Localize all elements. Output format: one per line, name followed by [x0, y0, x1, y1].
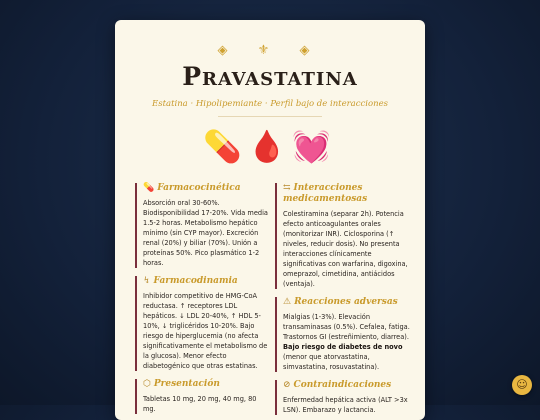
right-column [275, 183, 410, 420]
section-title: 💊 Farmacocinética [143, 183, 241, 193]
section-presentacion [135, 379, 270, 414]
floating-action-button[interactable] [512, 375, 532, 395]
swap-icon: ⇆ [283, 183, 291, 193]
section-title: ⇆ Interacciones medicamentosas [283, 183, 368, 204]
prohibited-icon: ⊘ [283, 380, 291, 390]
section-contraindicaciones [275, 380, 410, 415]
section-text: Mialgias (1-3%). Elevación transaminasas (0.5%). Cefalea, fatiga. Trastornos GI (estreñimiento, diarrea). Bajo riesgo de diabetes de novo (menor que atorvastatina, simvastatina, rosuvastatina). [283, 313, 410, 371]
section-title: ⬡ Presentación [143, 379, 220, 389]
ornament-icons: ◈ ⚜ ◈ [217, 43, 323, 58]
zap-icon: ↯ [143, 276, 151, 286]
section-text: Colestiramina (separar 2h). Potencia efecto anticoagulantes orales (monitorizar INR). Ciclosporina (↑ niveles, reducir dosis). No presenta interacciones clínicamente significativas con warfarina, digoxina, omeprazol, cimetidina, antiácidos (ventaja). [283, 210, 408, 288]
left-column [135, 183, 270, 420]
section-farmacocinetica [135, 183, 270, 268]
box-icon: ⬡ [143, 379, 151, 389]
divider [218, 116, 322, 117]
drug-card [115, 20, 425, 420]
section-title: ⚠ Reacciones adversas [283, 297, 398, 307]
section-title: ⊘ Contraindicaciones [283, 380, 392, 390]
section-text: Absorción oral 30-60%. Biodisponibilidad 17-20%. Vida media 1.5-2 horas. Metabolismo hepático mínimo (sin CYP mayor). Excreción renal (20%) y biliar (70%). Unión a proteínas 50%. Pico plasmático 1-2 horas. [143, 199, 268, 267]
pill-icon: 💊 [143, 183, 155, 193]
section-title: ↯ Farmacodinamia [143, 276, 238, 286]
section-reacciones [275, 297, 410, 372]
section-text: Enfermedad hepática activa (ALT >3x LSN). Embarazo y lactancia. [283, 396, 408, 414]
section-interacciones [275, 183, 410, 289]
section-text: Inhibidor competitivo de HMG-CoA reductasa. ↑ receptores LDL hepáticos. ↓ LDL 20-40%, ↑ HDL 5-10%, ↓ triglicéridos 10-20%. Bajo riesgo de hiperglucemia (no afecta significativamente el metabolismo de la glucosa). Menor efecto diabetogénico que otras estatinas. [143, 292, 268, 370]
smile-icon: ☺ [516, 378, 528, 391]
page-title: Pravastatina [182, 62, 358, 91]
page-subtitle: Estatina · Hipolipemiante · Perfil bajo de interacciones [152, 99, 388, 109]
section-text: Tabletas 10 mg, 20 mg, 40 mg, 80 mg. [143, 395, 257, 413]
warning-icon: ⚠ [283, 297, 292, 307]
highlight-text: Bajo riesgo de diabetes de novo [283, 343, 403, 351]
header-emoji-icons: 💊🩸💓 [203, 129, 337, 165]
section-farmacodinamia [135, 276, 270, 371]
